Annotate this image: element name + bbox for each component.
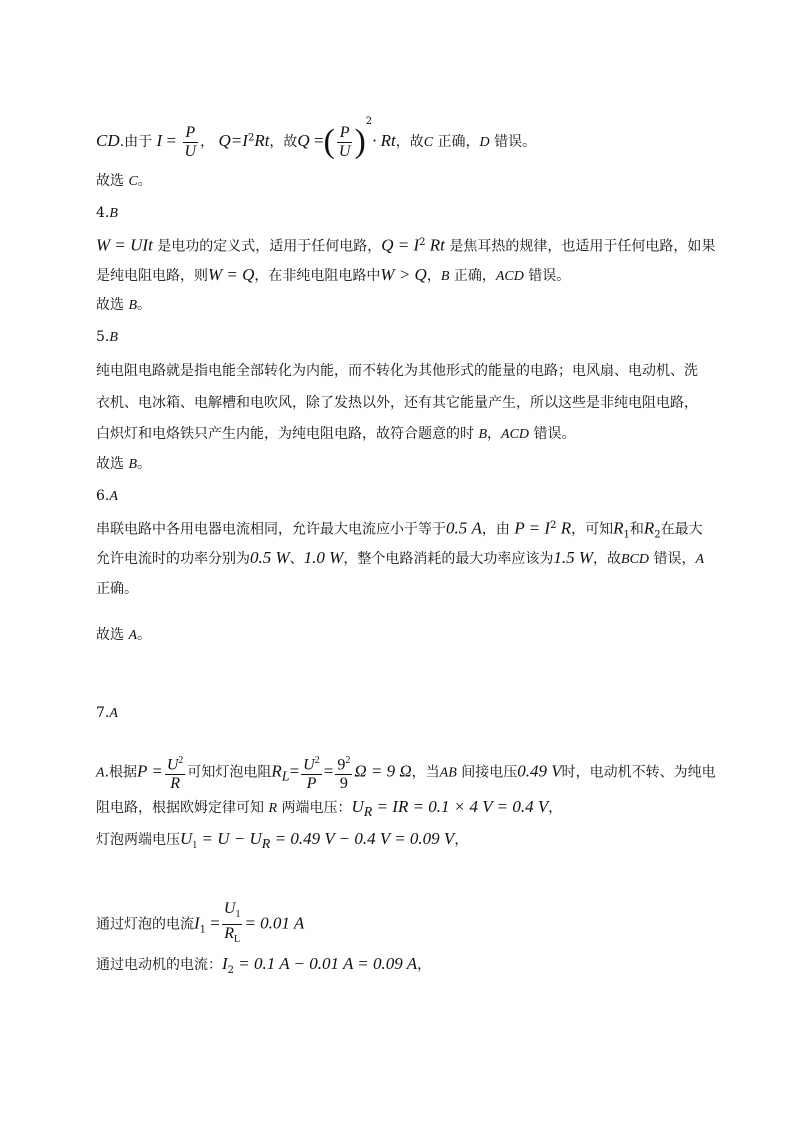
fraction-u1-over-rl: $\frac{U_1}{R_L}$ [223, 900, 241, 946]
fraction-p-over-u: $\frac{P}{U}$ [184, 123, 197, 160]
solution-line-7d: 通过灯泡的电流$I_1$ = $\frac{U_1}{R_L}$ = 0.01 A [96, 900, 304, 949]
solution-line-6c: 正确。 [96, 581, 138, 597]
question-number-6: 6.A [96, 488, 118, 504]
solution-line-cd: CD.由于 I = $\frac{P}{U}$ ， $Q=I^2Rt$，故Q =( $\frac{P}{U}$ )$^2$· Rt，故C 正确，D 错误。 [96, 116, 537, 160]
question-number-7: 7.A [96, 705, 118, 721]
solution-line-7c: 灯泡两端电压$U_1 = U - U_R = 0.49$ V − 0.4 V = 0.09 V， [96, 829, 469, 852]
answer-line-3: 故选 C。 [96, 173, 152, 189]
solution-line-5b: 衣机、电冰箱、电解槽和电吹风，除了发热以外，还有其它能量产生，所以这些是非纯电阻电路， [96, 395, 698, 411]
solution-line-7a: A.根据P = $\frac{U^2}{R}$ 可知灯泡电阻$R_L=$ $\frac{U^2}{P}$ = $\frac{9^2}{9}$ Ω = 9 Ω，当AB 间接电压0.49 V时，电动机不转、为纯电 [96, 752, 716, 793]
fraction-u2-over-r: $\frac{U^2}{R}$ [165, 752, 186, 793]
answer-line-4: 故选 B。 [96, 297, 152, 313]
solution-line-5c: 白炽灯和电烙铁只产生内能，为纯电阻电路，故符合题意的时 B，ACD 错误。 [96, 426, 576, 442]
solution-line-5a: 纯电阻电路就是指电能全部转化为内能，而不转化为其他形式的能量的电路；电风扇、电动机、洗 [96, 363, 698, 379]
question-number-4: 4.B [96, 205, 118, 221]
solution-line-6a: 串联电路中各用电器电流相同，允许最大电流应小于等于0.5 A，由 $P = I^2$ R，可知$R_1$和$R_2$在最大 [96, 518, 703, 541]
solution-line-4a: W = UIt 是电功的定义式，适用于任何电路，$Q = I^2$ Rt 是焦耳热的规律，也适用于任何电路，如果 [96, 235, 716, 255]
solution-line-7e: 通过电动机的电流：$I_2 = 0.1$ A − 0.01 A = 0.09 A， [96, 954, 432, 976]
fraction-p-over-u-squared: $\frac{P}{U}$ [338, 123, 351, 160]
fraction-u2-over-p: $\frac{U^2}{P}$ [301, 752, 322, 793]
answer-line-5: 故选 B。 [96, 456, 152, 472]
fraction-92-over-9: $\frac{9^2}{9}$ [335, 752, 352, 793]
answer-line-6: 故选 A。 [96, 627, 152, 643]
question-number-5: 5.B [96, 329, 118, 345]
solution-line-6b: 允许电流时的功率分别为0.5 W、1.0 W，整个电路消耗的最大功率应该为1.5 W，故BCD 错误，A [96, 548, 705, 567]
solution-line-4b: 是纯电阻电路，则W = Q，在非纯电阻电路中W > Q，B 正确，ACD 错误。 [96, 265, 571, 284]
solution-line-7b: 阻电路，根据欧姆定律可知 R 两端电压：$U_R$ = IR = 0.1 × 4 V = 0.4 V， [96, 797, 563, 820]
